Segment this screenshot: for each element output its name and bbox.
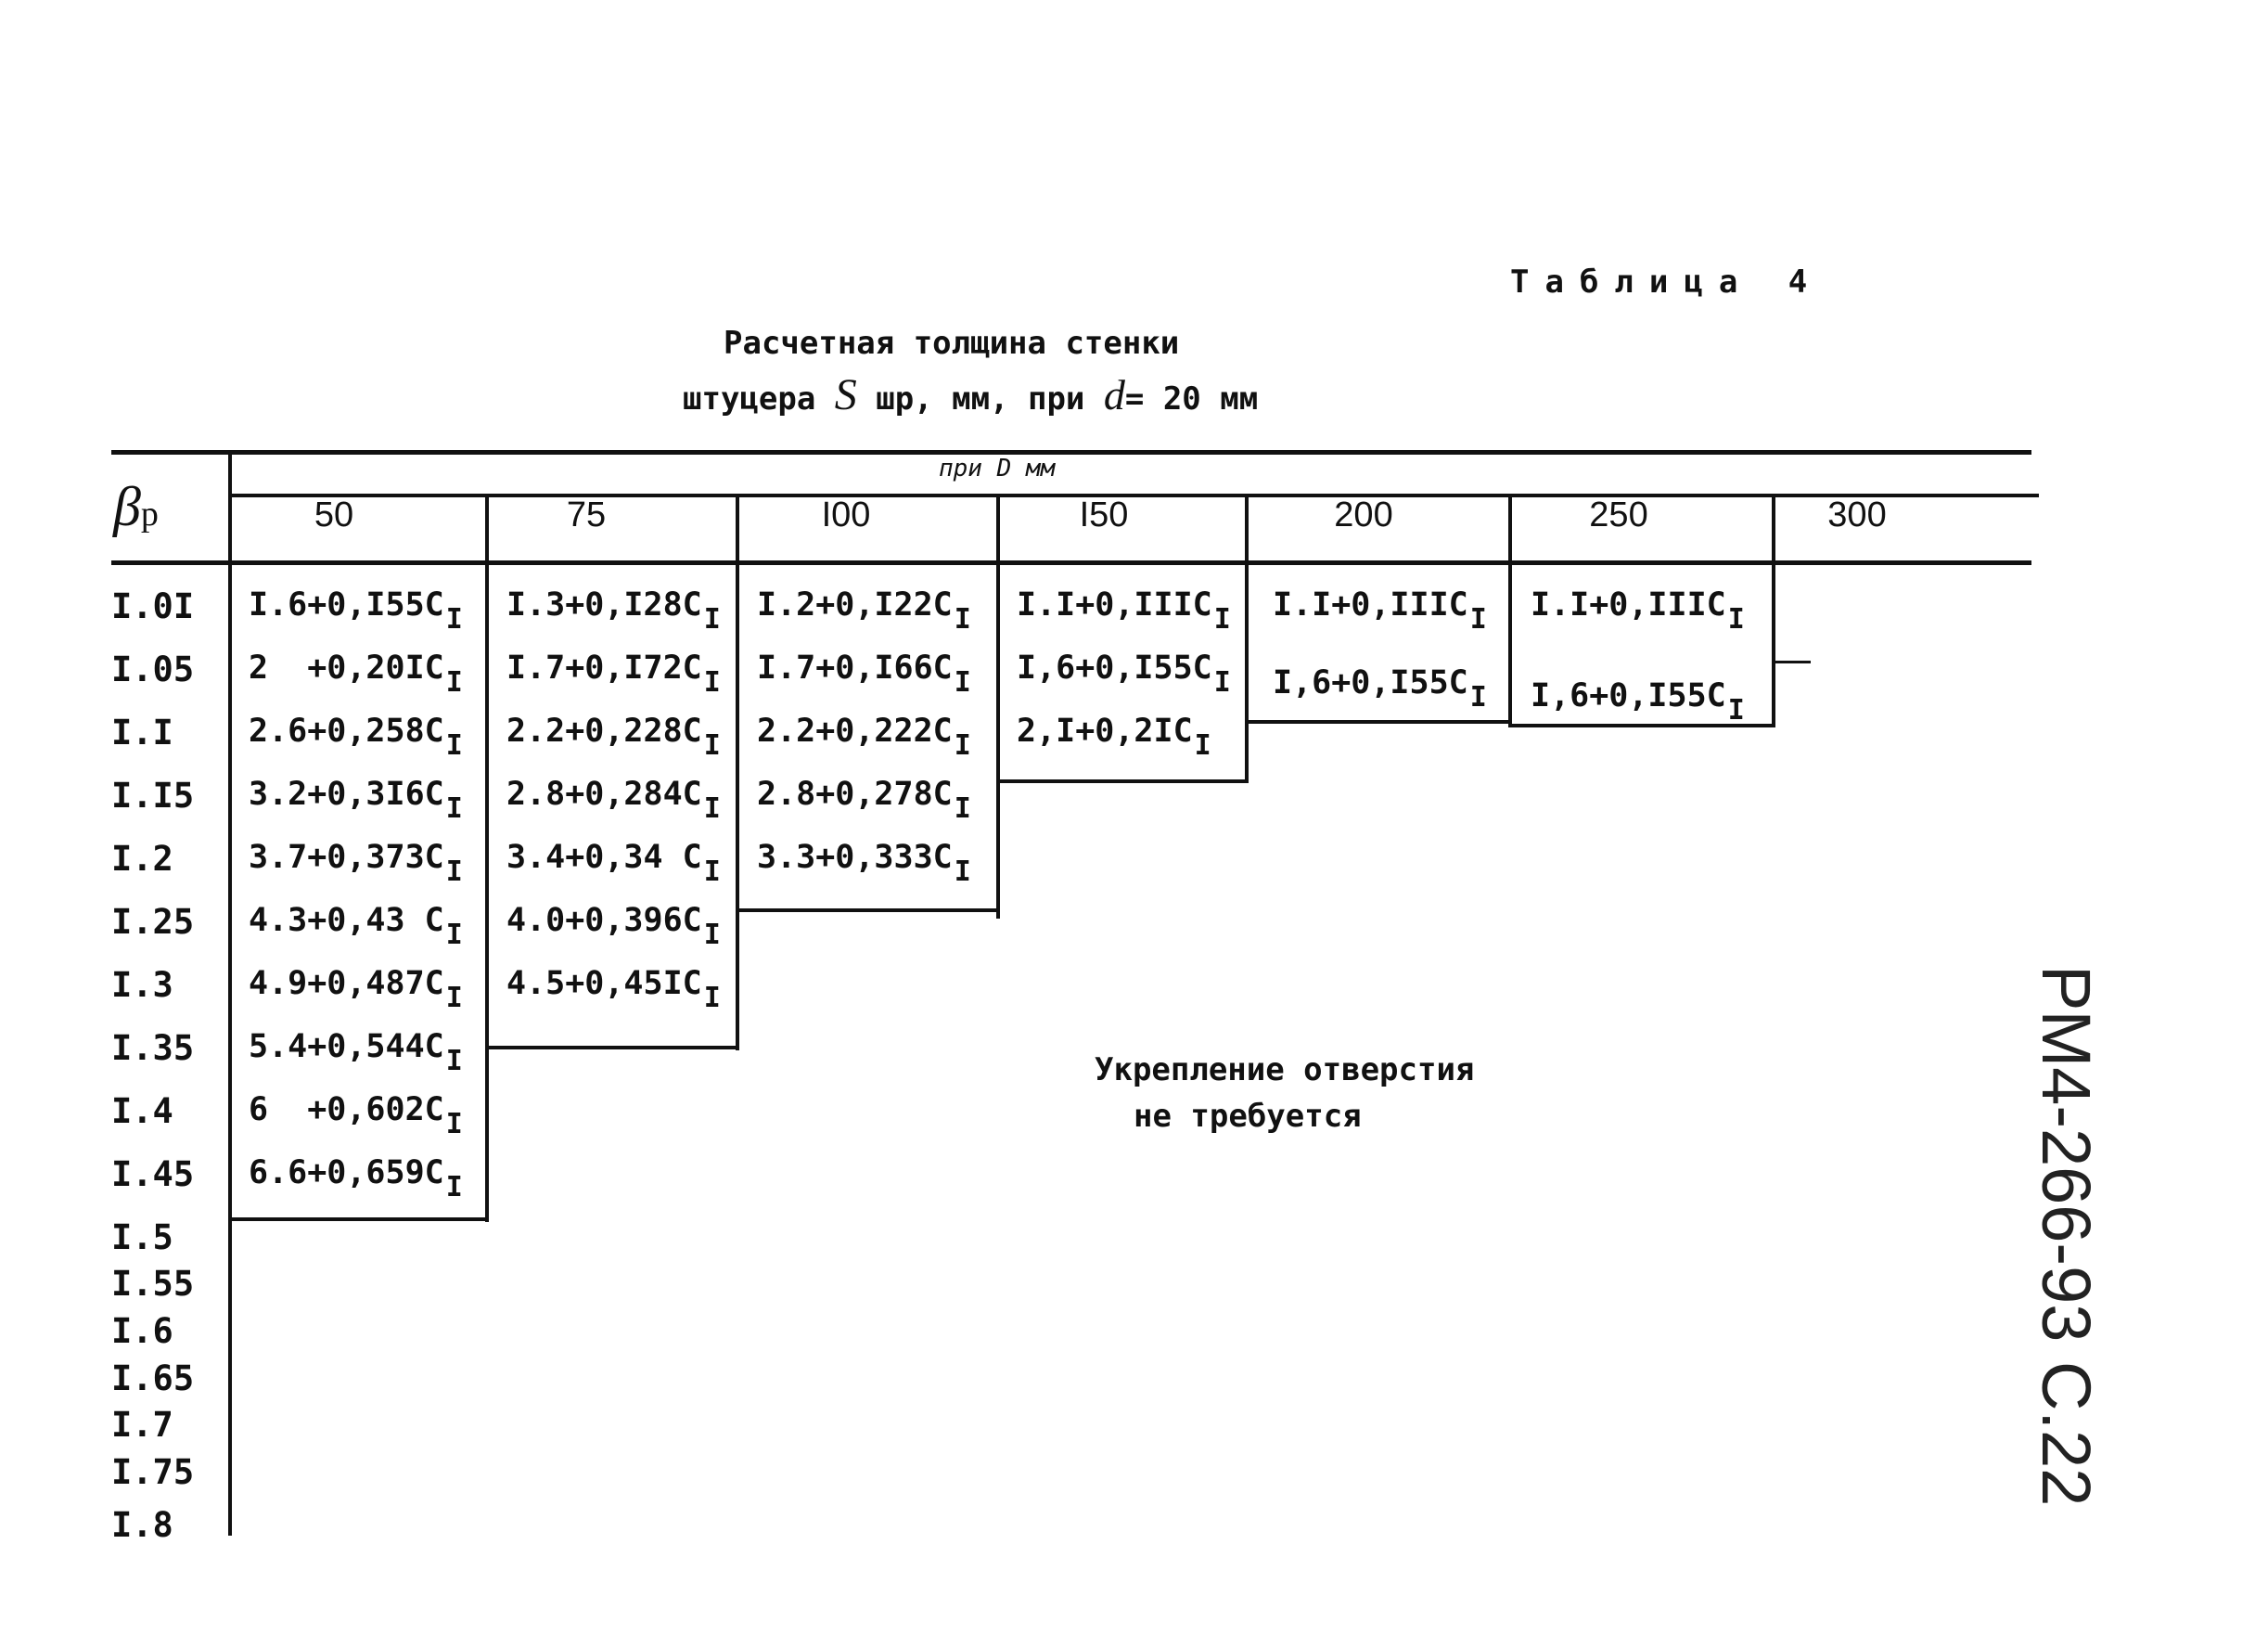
col-header-150: I50 bbox=[1079, 495, 1129, 534]
header-bottom-rule bbox=[111, 560, 2031, 565]
row-label: I.0I bbox=[111, 586, 195, 626]
table-cell: $2,I+0,2IC_I$ bbox=[1017, 713, 1211, 762]
beta-subscript: р bbox=[140, 495, 159, 534]
row-label: I.3 bbox=[111, 965, 173, 1005]
table-cell: $I.7+0,I72C_I$ bbox=[506, 650, 721, 699]
col-divider-150-200 bbox=[1245, 494, 1249, 783]
row-label: I.7 bbox=[111, 1405, 173, 1445]
table-label: Таблица 4 bbox=[1510, 264, 1824, 301]
row-label: I.45 bbox=[111, 1154, 195, 1194]
table-cell: $5.4+0,544C_I$ bbox=[249, 1028, 463, 1077]
table-cell: $I,6+0,I55C_I$ bbox=[1273, 664, 1487, 714]
caption-text-mid: шр, мм, при bbox=[856, 380, 1104, 418]
table-cell: $I.6+0,I55C_I$ bbox=[249, 586, 463, 636]
table-cell: $3.2+0,3I6C_I$ bbox=[249, 776, 463, 825]
row-label: I.4 bbox=[111, 1091, 173, 1131]
table-cell: $3.7+0,373C_I$ bbox=[249, 839, 463, 888]
col-header-75: 75 bbox=[566, 495, 607, 534]
col75-bottom bbox=[485, 1046, 739, 1049]
col250-tick bbox=[1774, 661, 1811, 663]
caption-text-pre: штуцера bbox=[683, 380, 835, 418]
beta-header bbox=[113, 475, 159, 539]
table-cell: $I,6+0,I55C_I$ bbox=[1531, 677, 1745, 727]
row-label: I.5 bbox=[111, 1217, 173, 1257]
table-cell: 4.3+0,43 $C_I$ bbox=[249, 902, 463, 951]
col-header-100: I00 bbox=[821, 495, 871, 534]
d-symbol: d bbox=[1103, 371, 1125, 418]
col50-bottom bbox=[230, 1217, 488, 1221]
table-cell: $2.8+0,278C_I$ bbox=[757, 776, 971, 825]
table-cell: $2.2+0,228C_I$ bbox=[506, 713, 721, 762]
col150-bottom bbox=[996, 779, 1249, 783]
row-label: I.8 bbox=[111, 1505, 173, 1545]
note-line2: не требуется bbox=[1134, 1098, 1362, 1135]
row-label: I.55 bbox=[111, 1264, 195, 1304]
col-header-250: 250 bbox=[1589, 495, 1648, 534]
no-reinforcement-note bbox=[1095, 1047, 1474, 1139]
table-cell: $4.5+0,45IC_I$ bbox=[506, 965, 721, 1014]
table-cell: $I.2+0,I22C_I$ bbox=[757, 586, 971, 636]
table-cell: $2.2+0,222C_I$ bbox=[757, 713, 971, 762]
row-label: I.75 bbox=[111, 1452, 195, 1492]
row-label: I.2 bbox=[111, 839, 173, 879]
diameter-header: при D мм bbox=[939, 455, 1056, 483]
table-cell: $2.8+0,284C_I$ bbox=[506, 776, 721, 825]
row-label: I.35 bbox=[111, 1028, 195, 1068]
table-cell: $2 +0,20IC_I$ bbox=[249, 650, 463, 699]
table-cell: $I.7+0,I66C_I$ bbox=[757, 650, 971, 699]
col-header-200: 200 bbox=[1334, 495, 1393, 534]
row-label: I.65 bbox=[111, 1358, 195, 1398]
table-cell: $6 +0,602C_I$ bbox=[249, 1091, 463, 1140]
note-line1: Укрепление отверстия bbox=[1095, 1051, 1475, 1088]
col-divider-75-100 bbox=[736, 494, 739, 1050]
table-caption-line1: Расчетная толщина стенки bbox=[724, 325, 1180, 362]
table-cell: $I.I+0,IIIC_I$ bbox=[1273, 586, 1487, 636]
row-label: I.05 bbox=[111, 650, 195, 689]
table-top-rule bbox=[111, 450, 2031, 455]
row-label: I.6 bbox=[111, 1311, 173, 1351]
col200-bottom bbox=[1245, 720, 1512, 724]
table-cell: $I,6+0,I55C_I$ bbox=[1017, 650, 1231, 699]
table-cell: $I.I+0,IIIC_I$ bbox=[1017, 586, 1231, 636]
row-label: I.I bbox=[111, 713, 173, 753]
table-cell: $4.0+0,396C_I$ bbox=[506, 902, 721, 951]
table-cell: $3.3+0,333C_I$ bbox=[757, 839, 971, 888]
table-cell: $2.6+0,258C_I$ bbox=[249, 713, 463, 762]
caption-text-post: = 20 мм bbox=[1124, 380, 1259, 418]
col100-bottom bbox=[736, 908, 1000, 912]
col-divider-250-300 bbox=[1772, 494, 1775, 727]
col-divider-100-150 bbox=[996, 494, 1000, 919]
col-divider-50-75 bbox=[485, 494, 489, 1222]
left-border bbox=[228, 450, 232, 1536]
beta-symbol: β bbox=[113, 476, 141, 537]
table-cell: 3.4+0,34 $C_I$ bbox=[506, 839, 721, 888]
col-divider-200-250 bbox=[1508, 494, 1512, 724]
col-header-300: 300 bbox=[1827, 495, 1887, 534]
table-cell: $I.I+0,IIIC_I$ bbox=[1531, 586, 1745, 636]
table-cell: $6.6+0,659C_I$ bbox=[249, 1154, 463, 1203]
row-label: I.I5 bbox=[111, 776, 195, 816]
table-cell: $I.3+0,I28C_I$ bbox=[506, 586, 721, 636]
table-caption-line2 bbox=[683, 369, 1258, 420]
table-cell: $4.9+0,487C_I$ bbox=[249, 965, 463, 1014]
col-header-50: 50 bbox=[314, 495, 354, 534]
document-stamp: РМ4-266-93 С.22 bbox=[2028, 965, 2105, 1507]
s-symbol: S bbox=[834, 370, 857, 419]
row-label: I.25 bbox=[111, 902, 195, 942]
